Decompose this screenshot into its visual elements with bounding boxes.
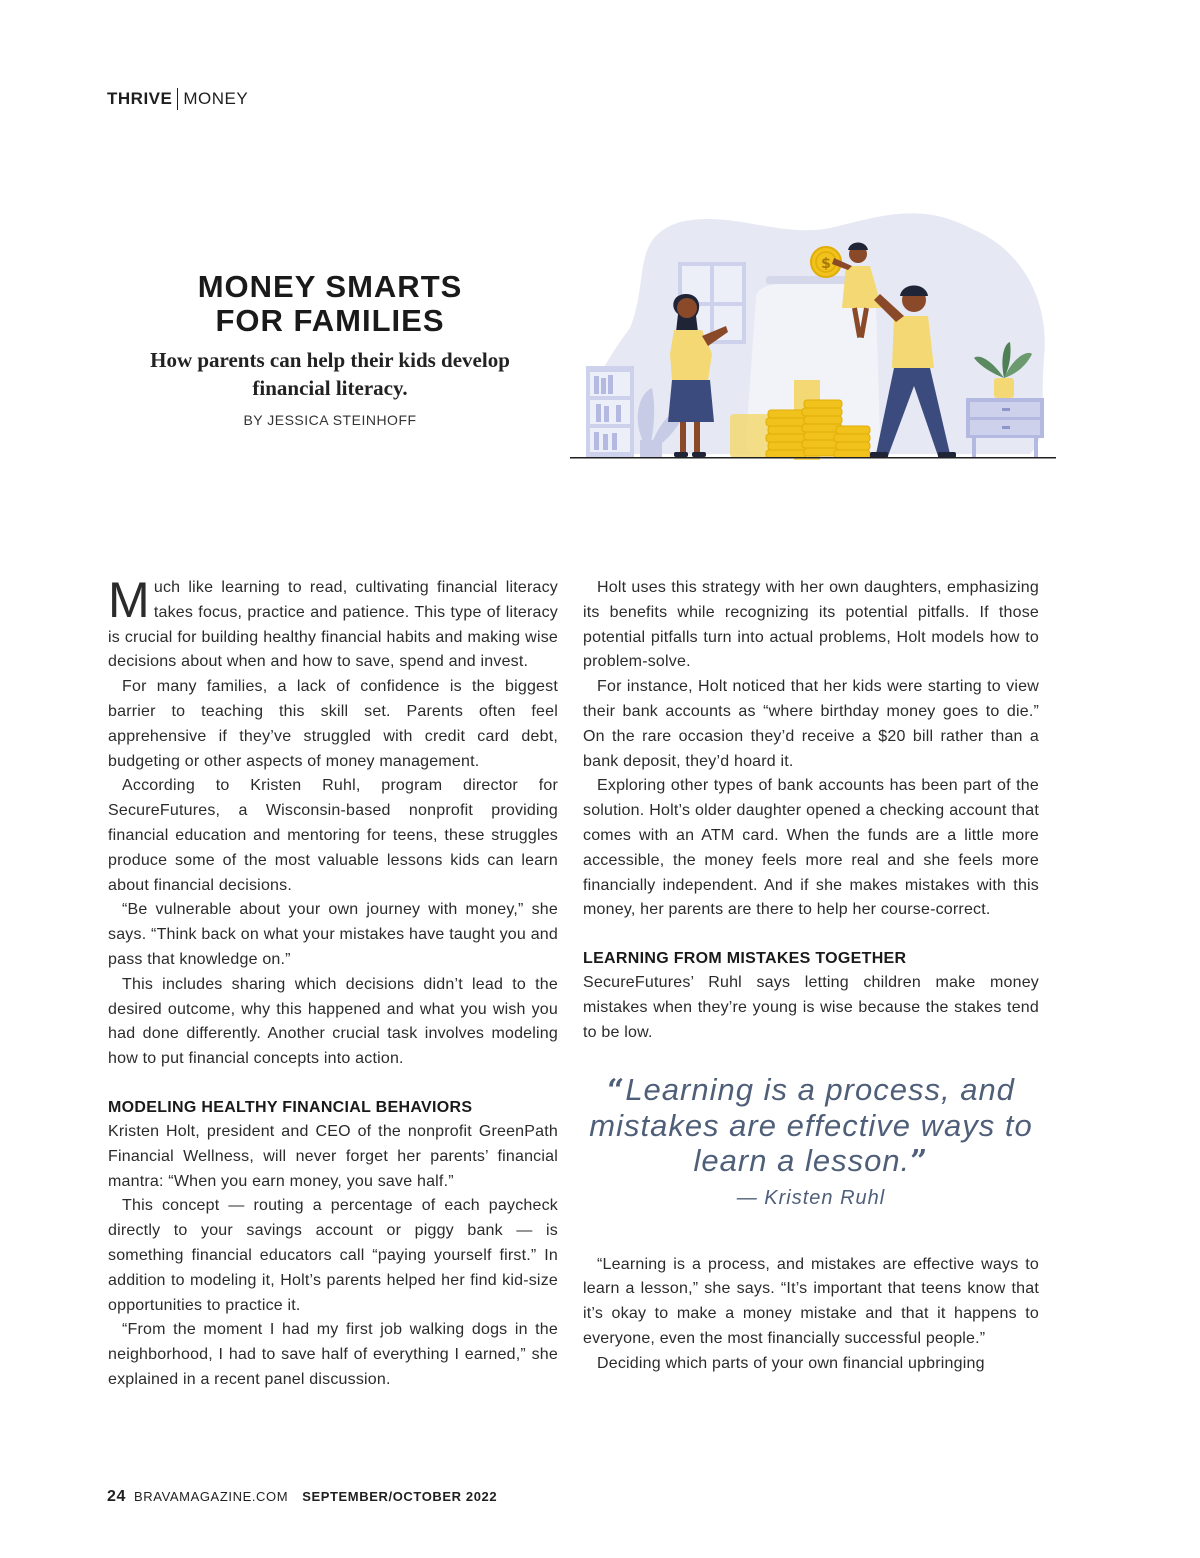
paragraph: This includes sharing which decisions didn’t lead to the desired outcome, why this happened and what you wish you had done differently. Another crucial task involves modeling how to put financial concepts into action.	[108, 975, 558, 1068]
left-column	[108, 572, 558, 1393]
right-column	[583, 576, 1039, 1377]
paragraph: Kristen Holt, president and CEO of the nonprofit GreenPath Financial Wellness, will never forget her parents’ financial mantra: “When you earn money, you save half.”	[108, 1122, 558, 1190]
paragraph: “Learning is a process, and mistakes are effective ways to learn a lesson,” she says. “It’s important that teens know that it’s okay to make a money mistake and that it happens to everyone, even the most financially successful people.”	[583, 1255, 1039, 1347]
subheading-modeling: MODELING HEALTHY FINANCIAL BEHAVIORS	[108, 1098, 473, 1116]
paragraph: Exploring other types of bank accounts has been part of the solution. Holt’s older daughter opened a checking account that comes with an ATM card. When the funds are a little more accessible, the money feels more real and she feels more financially independent. And if she makes mistakes with this money, her parents are there to help her course-correct.	[583, 777, 1039, 919]
paragraph: Deciding which parts of your own financial upbringing	[597, 1354, 985, 1372]
article-title	[140, 270, 520, 338]
article-deck: How parents can help their kids develop financial literacy.	[150, 348, 510, 400]
paragraph: This concept — routing a percentage of each paycheck directly to your savings account or piggy bank — is something financial educators call “paying yourself first.” In addition to modeling it, Holt’s parents helped her find kid-size opportunities to practice it.	[108, 1197, 558, 1314]
close-quote-mark: ”	[910, 1143, 929, 1179]
title-line-2: FOR FAMILIES	[215, 303, 445, 338]
pull-quote-text: Learning is a process, and mistakes are effective ways to learn a lesson.	[589, 1071, 1033, 1178]
page-number: 24	[107, 1488, 126, 1505]
pull-quote-attribution: — Kristen Ruhl	[736, 1186, 886, 1209]
title-line-1: MONEY SMARTS	[197, 269, 463, 304]
paragraph: Much like learning to read, cultivating financial literacy takes focus, practice and patience. This type of literacy is crucial for building healthy financial habits and making wise decisions about when and how to save, spend and invest.	[108, 572, 558, 671]
paragraph: For many families, a lack of confidence is the biggest barrier to teaching this skill set. Parents often feel apprehensive if they’ve struggled with credit card debt, budgeting or other aspects of money management.	[108, 678, 558, 770]
paragraph: For instance, Holt noticed that her kids were starting to view their bank accounts as “where birthday money goes to die.” On the rare occasion they’d receive a $20 bill rather than a bank deposit, they’d hoard it.	[583, 678, 1039, 770]
section-secondary: MONEY	[183, 89, 249, 108]
coin-symbol-text: $	[821, 256, 831, 272]
pull-quote	[583, 1072, 1039, 1215]
footer-issue: SEPTEMBER/OCTOBER 2022	[302, 1489, 498, 1504]
paragraph: SecureFutures’ Ruhl says letting children make money mistakes when they’re young is wise because the stakes tend to be low.	[583, 974, 1039, 1041]
paragraph: Holt uses this strategy with her own daughters, emphasizing its benefits while recognizing its potential pitfalls. If those potential pitfalls turn into actual problems, Holt models how to problem-solve.	[583, 579, 1039, 671]
section-divider	[177, 88, 178, 110]
subheading-learning: LEARNING FROM MISTAKES TOGETHER	[583, 950, 907, 968]
article-byline: BY JESSICA STEINHOFF	[243, 412, 417, 428]
paragraph: “Be vulnerable about your own journey with money,” she says. “Think back on what your mistakes have taught you and pass that knowledge on.”	[108, 901, 558, 968]
family-savings-illustration	[570, 208, 1056, 462]
section-primary: THRIVE	[107, 89, 173, 108]
page-footer	[107, 1488, 497, 1506]
footer-site: BRAVAMAGAZINE.COM	[134, 1489, 289, 1504]
paragraph: According to Kristen Ruhl, program director for SecureFutures, a Wisconsin-based nonprofit providing financial education and mentoring for teens, these struggles produce some of the most valuable lessons kids can learn about financial decisions.	[108, 777, 558, 894]
paragraph: “From the moment I had my first job walking dogs in the neighborhood, I had to save half of everything I earned,” she explained in a recent panel discussion.	[108, 1321, 558, 1388]
bookshelf	[586, 366, 634, 458]
article-headline	[140, 270, 520, 428]
open-quote-mark: “	[607, 1072, 626, 1108]
floor-line	[570, 457, 1056, 459]
section-tag	[107, 88, 248, 110]
